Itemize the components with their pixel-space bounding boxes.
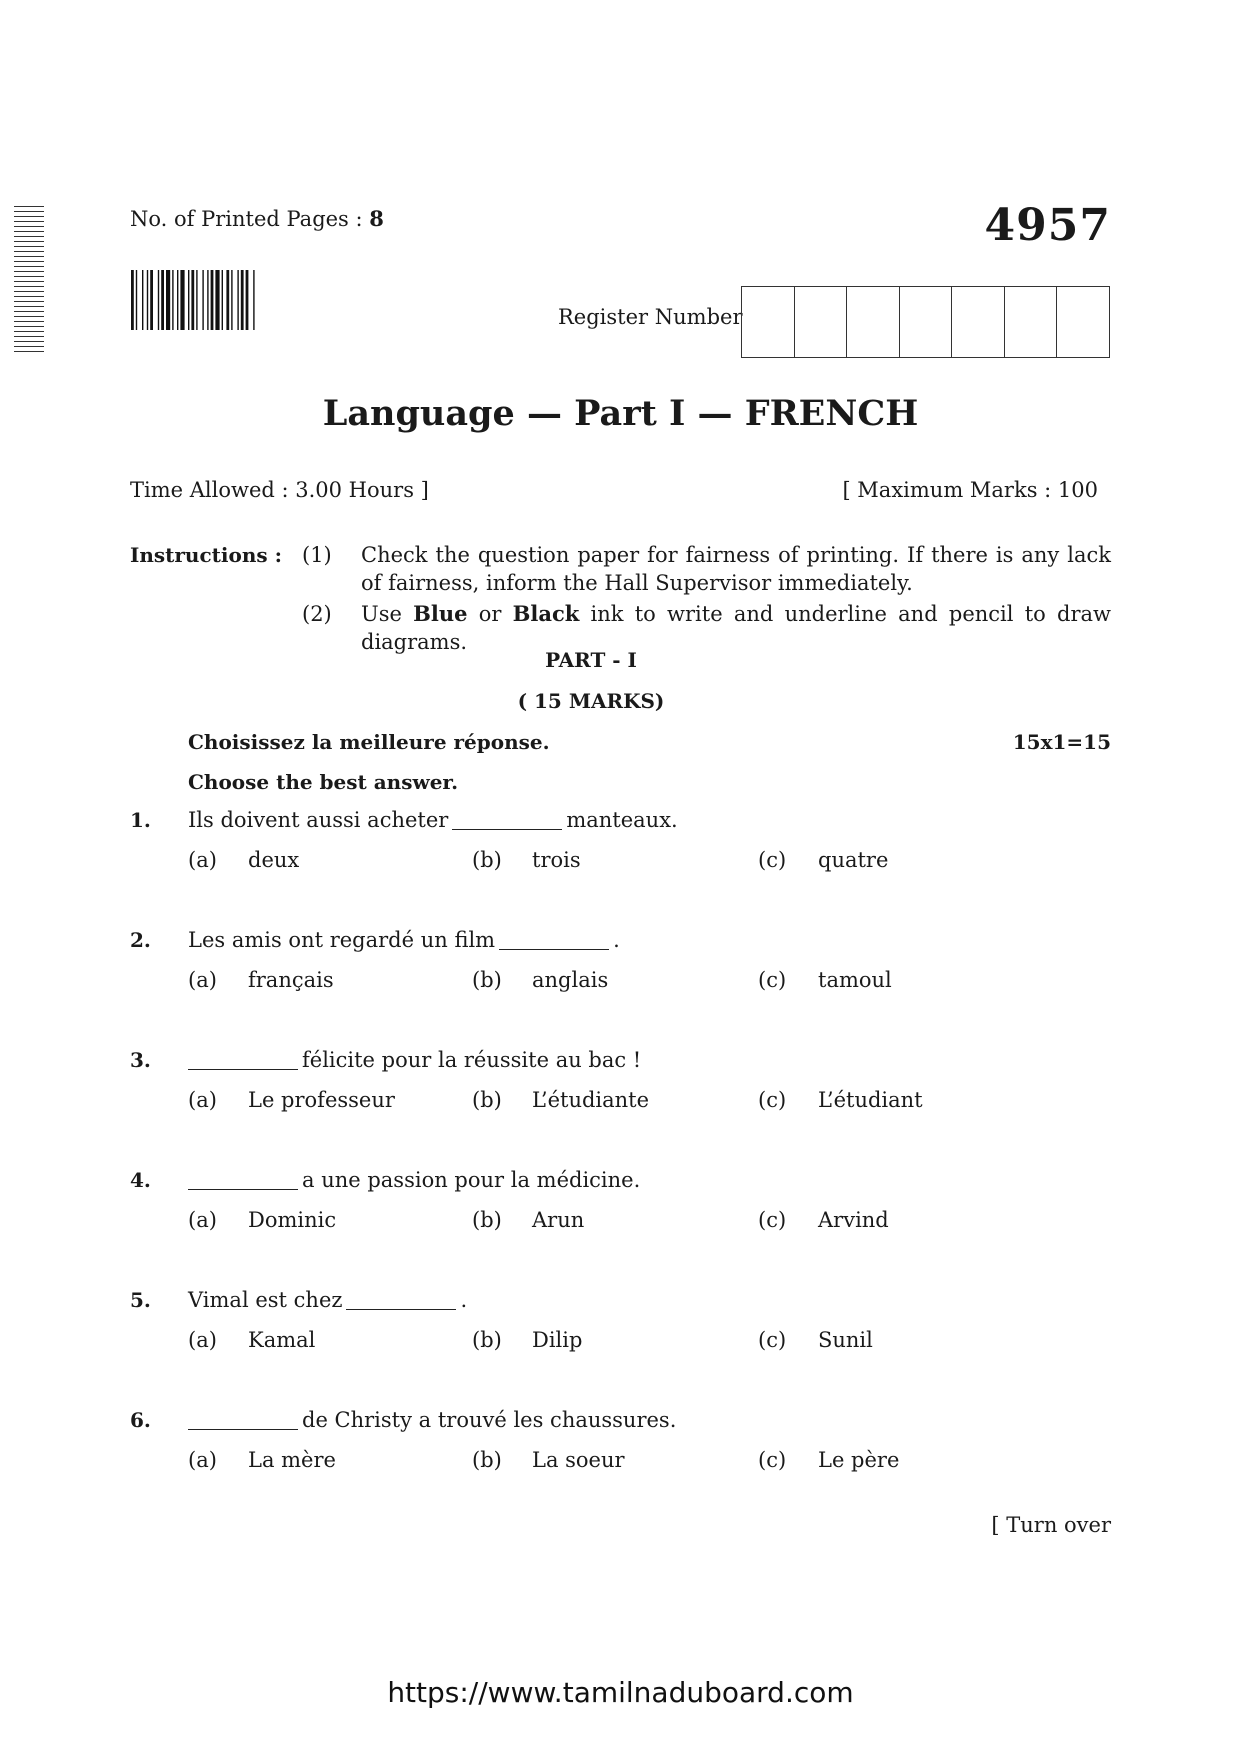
question-text-before: Les amis ont regardé un film [188, 928, 496, 952]
barcode-bar [188, 270, 189, 330]
option-text: tamoul [818, 968, 892, 992]
printed-pages-value: 8 [369, 206, 384, 231]
question-number: 1. [130, 808, 151, 832]
option-key: (a) [188, 968, 217, 992]
option-text: deux [248, 848, 300, 872]
question-text-after: de Christy a trouvé les chaussures. [302, 1408, 677, 1432]
maximum-marks: [ Maximum Marks : 100 [842, 478, 1098, 502]
register-digit-box[interactable] [847, 287, 900, 357]
barcode-bar [131, 270, 134, 330]
instruction-number: (2) [302, 602, 332, 626]
answer-blank [188, 1189, 298, 1190]
barcode-bar [237, 270, 238, 330]
barcode-bar [172, 270, 173, 330]
paper-code: 4957 [984, 200, 1111, 251]
question-text-before: Ils doivent aussi acheter [188, 808, 449, 832]
option-text: Arun [532, 1208, 585, 1232]
register-digit-box[interactable] [952, 287, 1005, 357]
barcode-bar [142, 270, 143, 330]
option-text: français [248, 968, 334, 992]
printed-pages-label: No. of Printed Pages : [130, 207, 363, 231]
option-text: anglais [532, 968, 609, 992]
question-text [188, 1288, 467, 1312]
option-text: L’étudiante [532, 1088, 650, 1112]
barcode-bar [158, 270, 159, 330]
barcode-bar [222, 270, 223, 330]
barcode-bar [253, 270, 254, 330]
option-key: (a) [188, 1328, 217, 1352]
option-key: (a) [188, 1448, 217, 1472]
barcode-bar [166, 270, 170, 330]
option-text: L’étudiant [818, 1088, 923, 1112]
barcode-bar [246, 270, 249, 330]
option-key: (b) [472, 968, 502, 992]
barcode-bar [161, 270, 164, 330]
option-key: (c) [758, 848, 787, 872]
question-number: 2. [130, 928, 151, 952]
option-text: Dominic [248, 1208, 337, 1232]
barcode-bar [147, 270, 148, 330]
question-text [188, 1168, 640, 1192]
question-text-after: . [460, 1288, 468, 1312]
question-number: 4. [130, 1168, 151, 1192]
part-marks: ( 15 MARKS) [517, 689, 665, 713]
paper-title: Language — Part I — FRENCH [322, 393, 919, 434]
register-digit-box[interactable] [795, 287, 848, 357]
barcode-bar [180, 270, 184, 330]
barcode-bar [207, 270, 208, 330]
printed-pages [130, 206, 384, 231]
register-digit-box[interactable] [1057, 287, 1109, 357]
barcode-bar [202, 270, 203, 330]
instruction-text: Use Blue or Black ink to write and underline and pencil to draw diagrams. [361, 601, 1111, 654]
barcode-bar [150, 270, 153, 330]
barcode-bar [136, 270, 137, 330]
option-key: (c) [758, 1088, 787, 1112]
website-url[interactable]: https://www.tamilnaduboard.com [387, 1676, 854, 1709]
question-text [188, 1048, 641, 1072]
barcode-bar [196, 270, 197, 330]
option-key: (b) [472, 1448, 502, 1472]
register-number-boxes[interactable] [741, 286, 1110, 358]
register-digit-box[interactable] [742, 287, 795, 357]
turn-over-note: [ Turn over [991, 1513, 1111, 1537]
answer-blank [346, 1309, 456, 1310]
barcode-image [131, 270, 311, 330]
instruction-text: Check the question paper for fairness of printing. If there is any lack of fairness, inform the Hall Supervisor immediately. [361, 543, 1111, 595]
option-text: Sunil [818, 1328, 873, 1352]
instructions-label: Instructions : [130, 543, 282, 567]
question-text-before: Vimal est chez [188, 1288, 343, 1312]
part-title: PART - I [545, 648, 637, 672]
option-key: (c) [758, 1208, 787, 1232]
barcode-bar [215, 270, 219, 330]
option-key: (b) [472, 848, 502, 872]
question-number: 3. [130, 1048, 151, 1072]
option-text: trois [532, 848, 581, 872]
option-key: (c) [758, 968, 787, 992]
question-text [188, 808, 678, 832]
question-text [188, 928, 620, 952]
barcode-bar [231, 270, 232, 330]
barcode-bar [191, 270, 194, 330]
marks-scheme: 15x1=15 [1012, 730, 1111, 754]
option-key: (b) [472, 1328, 502, 1352]
directive-french: Choisissez la meilleure réponse. [188, 730, 550, 754]
question-text-after: manteaux. [566, 808, 678, 832]
option-text: Le professeur [248, 1088, 395, 1112]
answer-blank [499, 949, 609, 950]
option-text: Dilip [532, 1328, 583, 1352]
option-text: Arvind [818, 1208, 889, 1232]
time-allowed: Time Allowed : 3.00 Hours ] [130, 478, 429, 502]
instruction-number: (1) [302, 543, 332, 567]
register-digit-box[interactable] [900, 287, 953, 357]
question-number: 5. [130, 1288, 151, 1312]
barcode-bar [211, 270, 214, 330]
option-key: (a) [188, 1208, 217, 1232]
answer-blank [188, 1429, 298, 1430]
option-key: (b) [472, 1208, 502, 1232]
option-key: (c) [758, 1328, 787, 1352]
option-text: La mère [248, 1448, 336, 1472]
option-text: La soeur [532, 1448, 625, 1472]
barcode-bar [241, 270, 244, 330]
option-text: quatre [818, 848, 889, 872]
option-key: (a) [188, 1088, 217, 1112]
option-text: Kamal [248, 1328, 316, 1352]
register-digit-box[interactable] [1005, 287, 1058, 357]
option-key: (c) [758, 1448, 787, 1472]
question-text-after: . [613, 928, 620, 952]
question-number: 6. [130, 1408, 151, 1432]
barcode-bar [177, 270, 178, 330]
answer-blank [188, 1069, 298, 1070]
directive-english: Choose the best answer. [188, 770, 459, 794]
question-text-after: félicite pour la réussite au bac ! [302, 1048, 642, 1072]
option-key: (a) [188, 848, 217, 872]
question-text [188, 1408, 676, 1432]
option-text: Le père [818, 1448, 900, 1472]
register-number-label: Register Number [558, 305, 743, 329]
question-text-after: a une passion pour la médicine. [302, 1168, 641, 1192]
edge-stripe-marks [14, 206, 44, 354]
option-key: (b) [472, 1088, 502, 1112]
barcode-bar [226, 270, 229, 330]
answer-blank [452, 829, 562, 830]
